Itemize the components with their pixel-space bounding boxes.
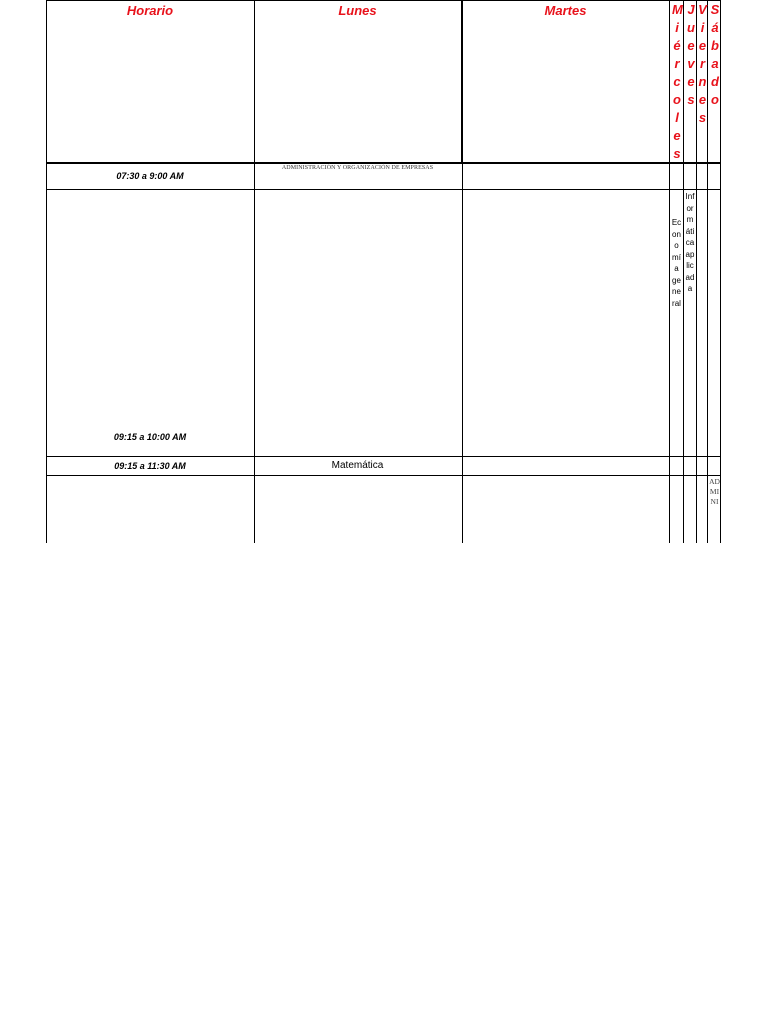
header-miercoles: Miércoles <box>672 2 683 161</box>
row1-lunes-subject: ADMINISTRACIÓN Y ORGANIZACIÓN DE EMPRESAS <box>281 165 434 171</box>
header-lunes: Lunes <box>338 3 377 18</box>
grid-line <box>461 0 463 162</box>
header-martes: Martes <box>544 3 587 18</box>
row3-time: 09:15 a 11:30 AM <box>114 461 186 471</box>
row3-lunes-subject: Matemática <box>331 460 384 471</box>
grid-line <box>46 475 721 476</box>
grid-line <box>669 0 670 543</box>
row2-time: 09:15 a 10:00 AM <box>113 432 187 442</box>
row4-sabado-subject: ADMINI <box>709 477 720 506</box>
header-horario: Horario <box>126 3 174 18</box>
header-viernes: Viernes <box>698 2 707 125</box>
header-jueves: Jueves <box>687 2 695 107</box>
grid-line <box>683 0 684 543</box>
grid-line <box>720 0 721 543</box>
row2-jueves-subject: Informática aplicada <box>685 192 695 293</box>
header-sabado: Sábado <box>710 2 720 107</box>
grid-line <box>46 162 721 164</box>
grid-line <box>46 0 721 1</box>
grid-line <box>707 0 708 543</box>
grid-line <box>46 456 721 457</box>
grid-line <box>696 0 697 543</box>
row2-miercoles-subject: Economía general <box>671 218 682 308</box>
grid-line <box>46 189 721 190</box>
row1-time: 07:30 a 9:00 AM <box>116 171 184 181</box>
grid-line <box>462 162 463 543</box>
